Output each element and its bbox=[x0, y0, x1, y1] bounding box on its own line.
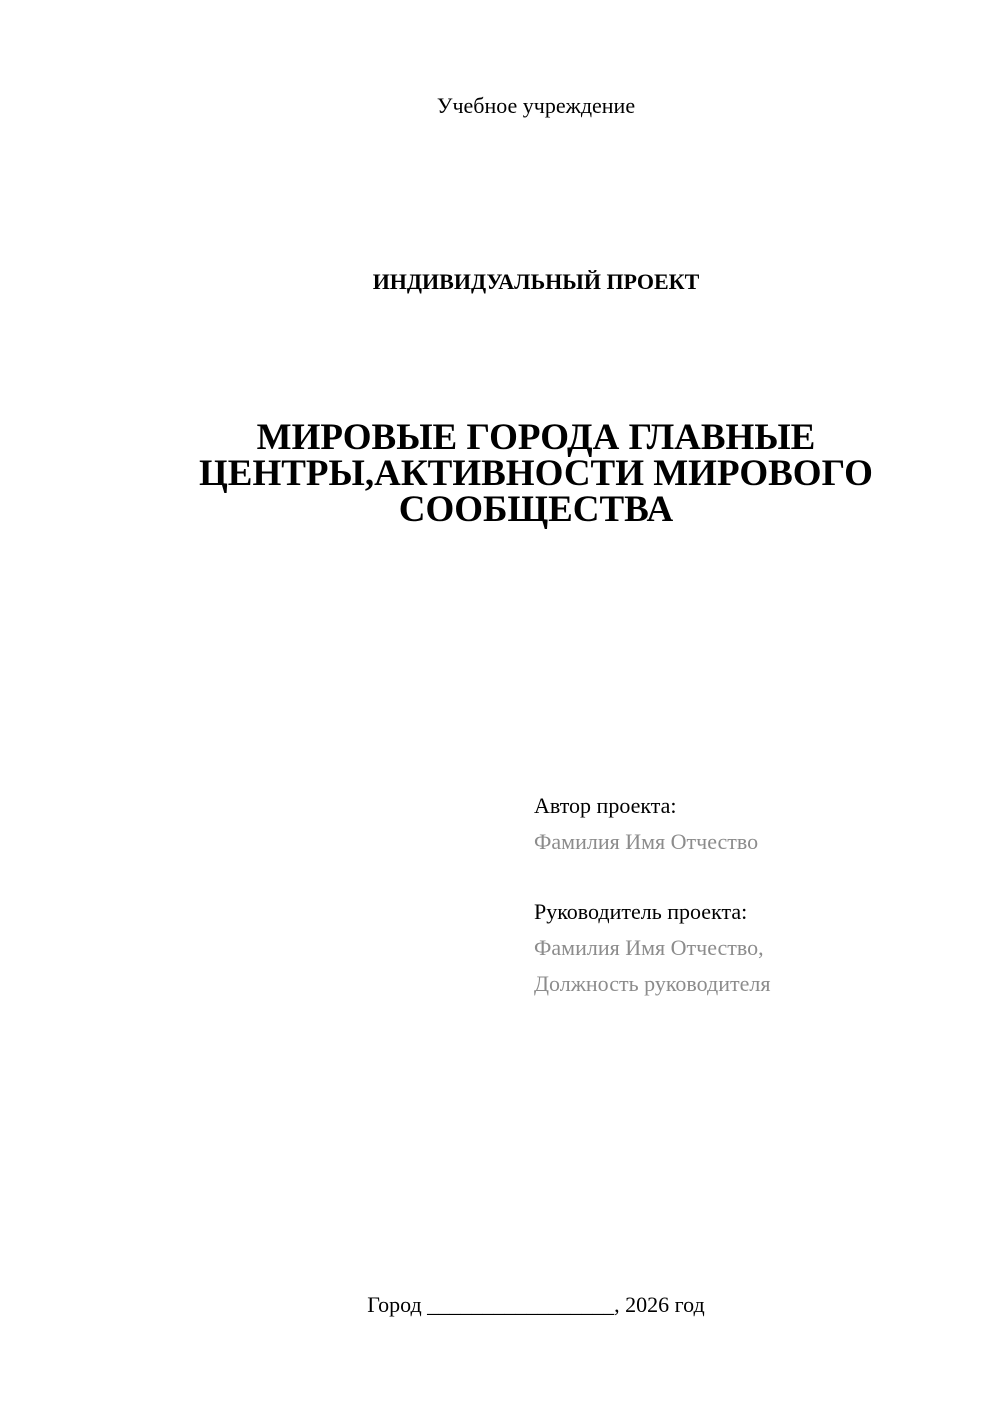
institution-name: Учебное учреждение bbox=[436, 93, 636, 118]
supervisor-name: Фамилия Имя Отчество, bbox=[534, 935, 764, 960]
supervisor-label: Руководитель проекта: bbox=[534, 899, 748, 924]
document-title bbox=[150, 417, 922, 530]
title-line: ЦЕНТРЫ,АКТИВНОСТИ МИРОВОГО bbox=[199, 453, 873, 494]
title-line: МИРОВЫЕ ГОРОДА ГЛАВНЫЕ bbox=[256, 417, 816, 458]
supervisor-position: Должность руководителя bbox=[534, 971, 771, 996]
city-year-line: Город _________________, 2026 год bbox=[367, 1292, 705, 1317]
spacer bbox=[534, 860, 974, 894]
author-label: Автор проекта: bbox=[534, 793, 677, 818]
document-type-label: ИНДИВИДУАЛЬНЫЙ ПРОЕКТ bbox=[372, 269, 700, 294]
title-line: СООБЩЕСТВА bbox=[398, 489, 674, 530]
author-name: Фамилия Имя Отчество bbox=[534, 829, 759, 854]
credits-block bbox=[534, 788, 974, 1002]
